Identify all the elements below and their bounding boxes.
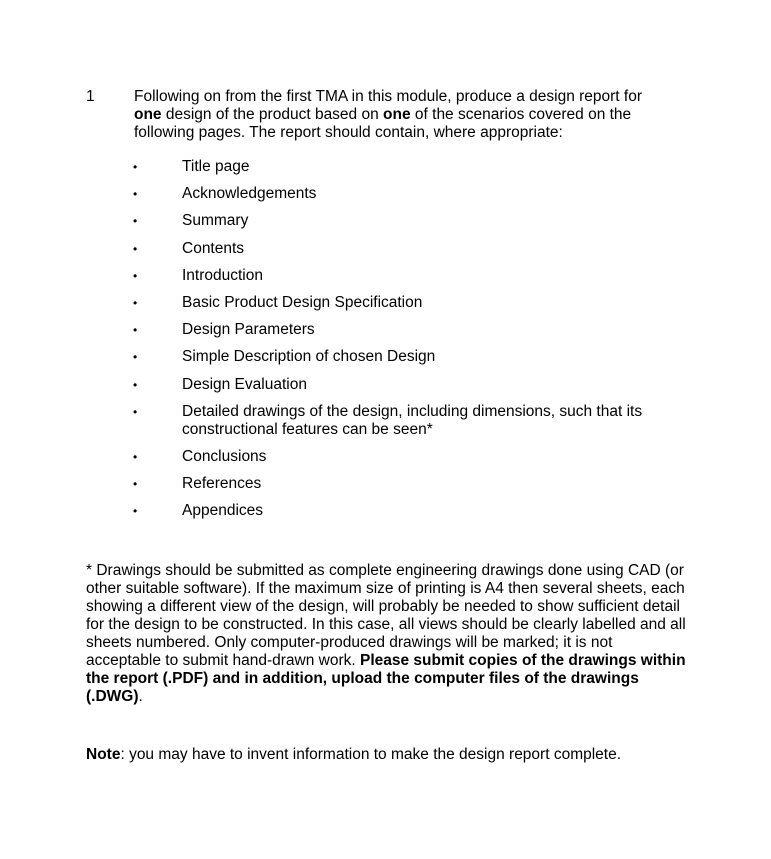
list-item (86, 240, 686, 258)
question-intro (134, 88, 664, 142)
question-number: 1 (86, 88, 95, 105)
bullet-icon: • (133, 214, 138, 229)
list-item-text: Introduction (182, 266, 263, 284)
list-item (86, 212, 686, 230)
list-item-text: Contents (182, 239, 245, 257)
bullet-icon: • (133, 404, 138, 419)
bullet-icon: • (133, 449, 138, 464)
list-item-text: Title page (182, 158, 250, 175)
list-item (86, 321, 686, 339)
list-item (86, 185, 686, 203)
list-item-text: Acknowledgements (182, 185, 317, 203)
intro-bold-1: one (134, 106, 162, 123)
intro-part-1: Following on from the first TMA in this module, produce a design report for (134, 88, 643, 105)
intro-part-2: design of the product based on (161, 106, 384, 123)
note-text: : you may have to invent information to make the design report complete. (120, 746, 622, 763)
list-item (86, 475, 686, 493)
list-item (86, 267, 686, 285)
list-item (86, 502, 686, 520)
list-item-text: Summary (182, 212, 249, 230)
list-item (86, 448, 686, 466)
bullet-icon: • (133, 504, 138, 519)
bullet-icon: • (133, 160, 138, 174)
list-item (86, 376, 686, 394)
list-item (86, 348, 686, 366)
list-item (86, 158, 686, 176)
bullet-icon: • (133, 241, 138, 256)
list-item-text: Basic Product Design Specification (182, 293, 423, 311)
footnote-bold-instruction: Please submit copies of the drawings within the report (.PDF) and in addition, upload the computer files of the drawings (.DWG) (86, 652, 686, 705)
list-item (86, 403, 686, 439)
intro-part-3: of the scenarios covered on the following pages. The report should contain, where appropriate: (134, 106, 632, 141)
note-label: Note (86, 746, 121, 763)
report-contents-list (86, 158, 686, 520)
drawings-footnote (86, 562, 691, 706)
bullet-icon: • (133, 350, 138, 365)
note-paragraph (86, 746, 706, 764)
list-item-text: Conclusions (182, 447, 267, 465)
list-item-text: Design Parameters (182, 321, 315, 339)
list-item (86, 294, 686, 312)
intro-bold-2: one (383, 106, 411, 123)
list-item-text: References (182, 475, 262, 493)
bullet-icon: • (133, 187, 138, 202)
footnote-end: . (138, 688, 143, 705)
question-block (86, 88, 686, 529)
bullet-icon: • (133, 295, 138, 310)
list-item-text: Simple Description of chosen Design (182, 348, 436, 366)
list-item-text: Detailed drawings of the design, including dimensions, such that its constructional features can be seen* (182, 402, 643, 438)
bullet-icon: • (133, 323, 138, 338)
bullet-icon: • (133, 477, 138, 492)
footnote-text: * Drawings should be submitted as complete engineering drawings done using CAD (or other suitable software). If the maximum size of printing is A4 then several sheets, each showing a different view of the design, will probably be needed to show sufficient detail for the design to be constructed. In this case, all views should be clearly labelled and all sheets numbered. Only computer-produced drawings will be marked; it is not acceptable to submit hand-drawn work. (86, 562, 686, 669)
list-item-text: Design Evaluation (182, 375, 307, 393)
bullet-icon: • (133, 377, 138, 392)
bullet-icon: • (133, 268, 138, 283)
list-item-text: Appendices (182, 502, 264, 520)
